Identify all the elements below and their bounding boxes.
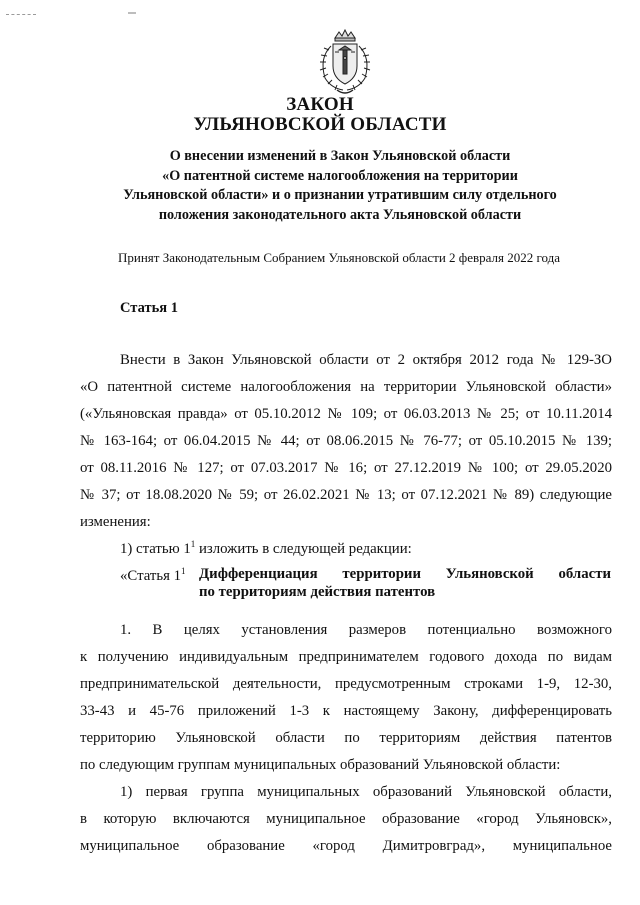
paragraph-line: муниципальное образование «город Димитровград», муниципальное (80, 838, 612, 854)
paragraph-line: 1) первая группа муниципальных образований Ульяновской области, (120, 784, 612, 800)
adoption-note: Принят Законодательным Собранием Ульяновской области 2 февраля 2022 года (118, 250, 560, 265)
list-item (120, 541, 412, 558)
item-superscript: 1 (190, 539, 196, 549)
article-heading: Статья 1 (120, 300, 178, 316)
paragraph-line: в которую включаются муниципальное образование «город Ульяновск», (80, 811, 612, 827)
scan-corner-mark (6, 14, 36, 16)
new-article-title: Дифференциация территории Ульяновской области (199, 566, 611, 582)
law-subject (60, 147, 620, 225)
subject-line: положения законодательного акта Ульяновской области (158, 206, 522, 223)
subject-line: Ульяновской области» и о признании утратившим силу отдельного (123, 187, 557, 203)
paragraph-line: («Ульяновская правда» от 05.10.2012 № 109; от 06.03.2013 № 25; от 10.11.2014 (80, 406, 612, 422)
paragraph-line: Внести в Закон Ульяновской области от 2 октября 2012 года № 129-ЗО (120, 352, 612, 368)
subject-line: О внесении изменений в Закон Ульяновской области (169, 148, 511, 164)
new-article-label (120, 568, 186, 585)
new-article-prefix: «Статья 1 (120, 568, 182, 584)
law-title: ЗАКОН (286, 94, 354, 115)
new-article-superscript: 1 (181, 566, 186, 576)
subject-line: «О патентной системе налогообложения на территории (162, 167, 518, 184)
scan-top-tick (128, 12, 136, 14)
paragraph-line: от 08.11.2016 № 127; от 07.03.2017 № 16; от 27.12.2019 № 100; от 29.05.2020 (80, 460, 612, 476)
coat-of-arms-emblem (313, 28, 377, 98)
new-article-title: по территориям действия патентов (199, 584, 436, 600)
paragraph-line: «О патентной системе налогообложения на территории Ульяновской области» (80, 379, 612, 395)
paragraph-line: изменения: (80, 514, 151, 530)
paragraph-line: территорию Ульяновской области по территориям действия патентов (80, 730, 612, 746)
region-title: УЛЬЯНОВСКОЙ ОБЛАСТИ (193, 114, 447, 135)
paragraph-line: № 37; от 18.08.2020 № 59; от 26.02.2021 № 13; от 07.12.2021 № 89) следующие (80, 487, 612, 503)
item-suffix: изложить в следующей редакции: (195, 541, 412, 557)
paragraph-line: по следующим группам муниципальных образований Ульяновской области: (80, 757, 561, 773)
paragraph-line: 1. В целях установления размеров потенциально возможного (120, 622, 612, 638)
item-prefix: 1) статью 1 (120, 541, 191, 557)
paragraph-line: № 163-164; от 06.04.2015 № 44; от 08.06.2015 № 76-77; от 05.10.2015 № 139; (80, 433, 612, 449)
paragraph-line: 33-43 и 45-76 приложений 1-3 к настоящему Закону, дифференцировать (80, 703, 612, 719)
paragraph-line: к получению индивидуальным предпринимателем годового дохода по видам (80, 649, 612, 665)
paragraph-line: предпринимательской деятельности, предусмотренным строками 1-9, 12-30, (80, 676, 612, 692)
